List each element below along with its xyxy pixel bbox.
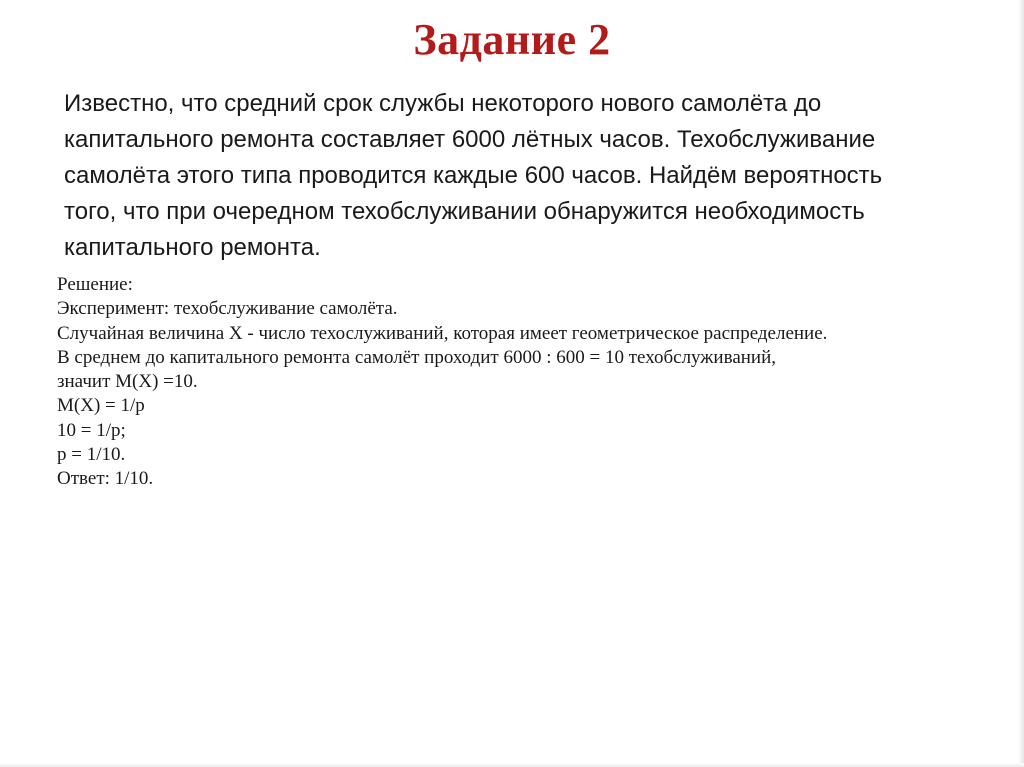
problem-line: самолёта этого типа проводится каждые 600 часов. Найдём вероятность — [64, 162, 883, 189]
problem-line: Известно, что средний срок службы некоторого нового самолёта до — [64, 90, 822, 117]
problem-line: того, что при очередном техобслуживании обнаружится необходимость — [64, 198, 865, 225]
solution-line: значит М(Х) =10. — [57, 371, 198, 393]
solution-block — [57, 273, 987, 492]
solution-line: Эксперимент: техобслуживание самолёта. — [57, 298, 398, 320]
solution-line: р = 1/10. — [57, 444, 126, 466]
problem-line: капитального ремонта. — [64, 234, 321, 261]
problem-statement — [64, 86, 964, 266]
solution-line: 10 = 1/р; — [57, 419, 126, 441]
slide-bottom-shadow — [0, 763, 1024, 767]
solution-heading: Решение: — [57, 274, 133, 295]
solution-line: М(Х) = 1/р — [57, 395, 145, 417]
solution-answer: Ответ: 1/10. — [57, 468, 154, 490]
solution-line: В среднем до капитального ремонта самолёт проходит 6000 : 600 = 10 техобслуживаний, — [57, 346, 777, 368]
problem-line: капитального ремонта составляет 6000 лётных часов. Техобслуживание — [64, 126, 876, 153]
slide-title: Задание 2 — [413, 15, 611, 64]
slide-edge-shadow — [1018, 0, 1024, 767]
solution-line: Случайная величина Х - число техослуживаний, которая имеет геометрическое распределение. — [57, 322, 828, 344]
